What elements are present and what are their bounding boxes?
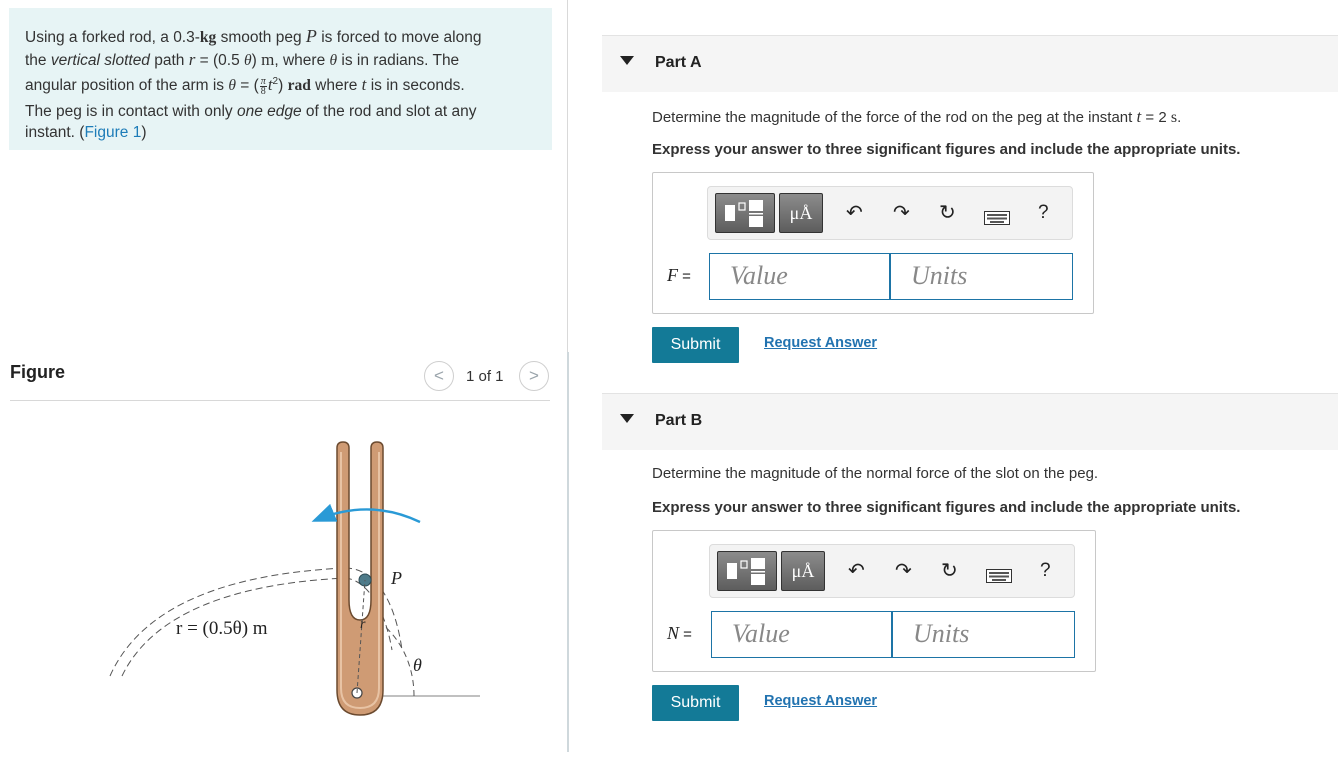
caret-down-icon [620,56,634,65]
part-b-header[interactable] [602,393,1338,450]
part-b-variable-label: N = [667,623,692,643]
problem-line-5: instant. (Figure 1) [25,124,147,142]
part-a-instruction: Express your answer to three significant figures and include the appropriate units. [652,141,1241,158]
help-icon[interactable]: ? [1040,560,1051,581]
previous-figure-button[interactable] [424,361,454,391]
templates-button[interactable] [717,551,777,591]
part-b-submit-button[interactable]: Submit [652,685,739,721]
label-r-equation: r = (0.5θ) m [176,618,268,639]
next-figure-button[interactable] [519,361,549,391]
reset-icon[interactable]: ↻ [941,560,958,582]
templates-icon [718,552,778,590]
undo-icon[interactable]: ↶ [848,560,865,582]
part-b-label: Part B [655,412,703,429]
redo-icon[interactable]: ↷ [895,560,912,582]
part-a-header[interactable] [602,35,1338,92]
part-b-request-answer-link[interactable]: Request Answer [764,693,878,709]
part-a-units-input[interactable]: Units [890,253,1073,300]
pi-over-8-fraction: $\frac{\pi}{8}$ [260,75,266,97]
part-b-answer-box [652,530,1096,672]
caret-down-icon [620,414,634,423]
part-a-question: Determine the magnitude of the force of the rod on the peg at the instant t = 2 s. [652,107,1182,126]
figure-link[interactable]: Figure 1 [84,124,142,142]
rotation-arrow-icon [316,509,420,522]
problem-line-1: Using a forked rod, a 0.3-kg smooth peg P is forced to move along [25,26,482,46]
part-a-request-answer-link[interactable]: Request Answer [764,335,878,351]
part-b-question: Determine the magnitude of the normal force of the slot on the peg. [652,465,1099,482]
help-icon[interactable]: ? [1038,202,1049,223]
column-divider [567,0,568,352]
keyboard-icon[interactable] [986,565,1012,589]
templates-button[interactable] [715,193,775,233]
units-button[interactable]: μÅ [779,193,823,233]
figure-header [10,358,550,401]
problem-statement [9,8,552,150]
label-theta: θ [413,655,422,675]
problem-line-3: angular position of the arm is θ = ( $\frac{\pi}{8}$ $t^2$) rad where t is in seconds. [25,75,465,97]
part-a-value-input[interactable]: Value [709,253,890,300]
undo-icon[interactable]: ↶ [846,202,863,224]
figure-title: Figure [10,362,66,382]
part-a-answer-box [652,172,1094,314]
label-r: r [360,617,366,632]
part-b-value-input[interactable]: Value [711,611,892,658]
chevron-right-icon: > [529,366,539,385]
figure-counter: 1 of 1 [466,368,504,385]
part-a-submit-button[interactable]: Submit [652,327,739,363]
forked-rod-figure [100,430,500,750]
part-a-label: Part A [655,54,702,71]
part-b-toolbar [709,544,1075,598]
reset-icon[interactable]: ↻ [939,202,956,224]
part-a-variable-label: F = [667,265,691,285]
part-b-units-input[interactable]: Units [892,611,1075,658]
column-divider-lower[interactable] [567,352,569,752]
redo-icon[interactable]: ↷ [893,202,910,224]
part-b-instruction: Express your answer to three significant figures and include the appropriate units. [652,499,1241,516]
keyboard-icon[interactable] [984,207,1010,231]
templates-icon [716,194,776,232]
problem-line-2: the vertical slotted path r = (0.5 θ) m, where θ is in radians. The [25,49,460,69]
part-a-toolbar [707,186,1073,240]
problem-line-4: The peg is in contact with only one edge of the rod and slot at any [25,102,477,120]
units-button[interactable]: μÅ [781,551,825,591]
label-P: P [391,568,402,588]
chevron-left-icon: < [434,366,444,385]
